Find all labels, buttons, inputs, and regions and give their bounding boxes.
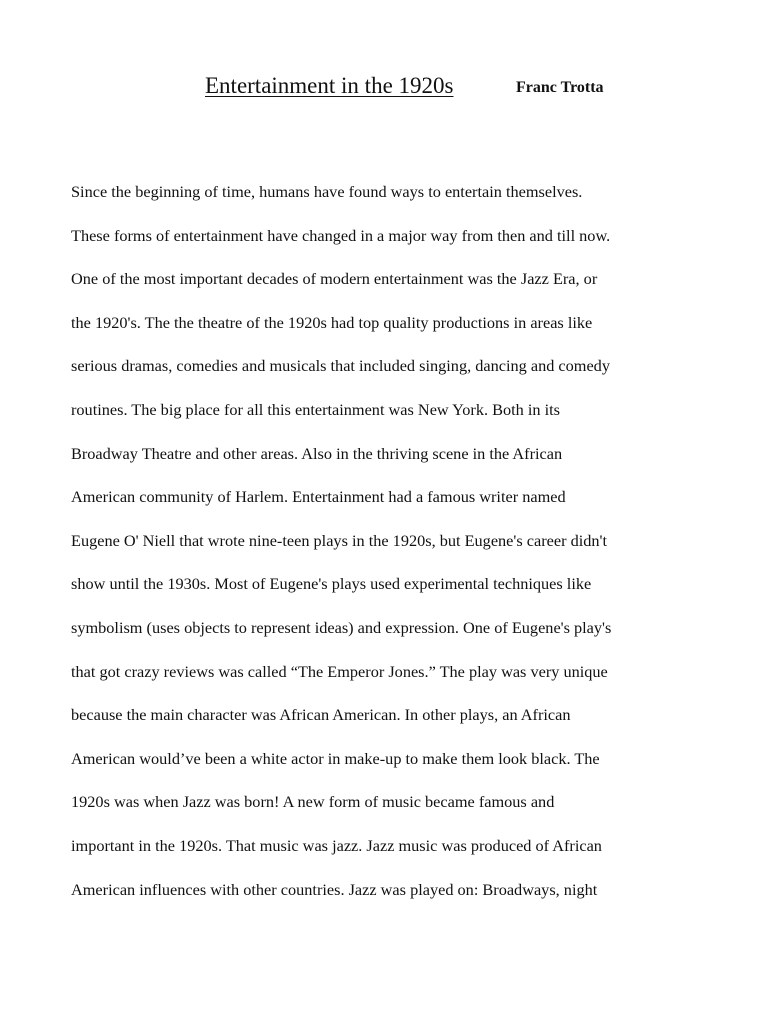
text-line: serious dramas, comedies and musicals that included singing, dancing and comedy — [71, 356, 610, 376]
text-line: Since the beginning of time, humans have found ways to entertain themselves. — [71, 182, 583, 201]
text-line: symbolism (uses objects to represent ideas) and expression. One of Eugene's play's — [71, 617, 612, 637]
text-line: show until the 1930s. Most of Eugene's plays used experimental techniques like — [71, 574, 592, 594]
text-line: routines. The big place for all this entertainment was New York. Both in its — [71, 399, 560, 419]
text-line: because the main character was African American. In other plays, an African — [71, 705, 571, 725]
text-line: Eugene O' Niell that wrote nine-teen plays in the 1920s, but Eugene's career didn't — [71, 530, 607, 550]
text-line: American community of Harlem. Entertainment had a famous writer named — [71, 487, 566, 507]
text-line: These forms of entertainment have changed in a major way from then and till now. — [71, 225, 611, 245]
document-author: Franc Trotta — [516, 79, 604, 96]
document-title: Entertainment in the 1920s — [205, 73, 454, 98]
text-line: that got crazy reviews was called “The Emperor Jones.” The play was very unique — [71, 661, 608, 681]
text-line: American would’ve been a white actor in make-up to make them look black. The — [71, 748, 600, 768]
text-line: important in the 1920s. That music was jazz. Jazz music was produced of African — [71, 835, 602, 855]
text-line: the 1920's. The the theatre of the 1920s had top quality productions in areas like — [71, 312, 593, 332]
body-paragraph — [71, 178, 711, 919]
text-line: American influences with other countries. Jazz was played on: Broadways, night — [71, 879, 598, 899]
text-line: One of the most important decades of modern entertainment was the Jazz Era, or — [71, 269, 598, 289]
text-line: 1920s was when Jazz was born! A new form of music became famous and — [71, 792, 555, 812]
text-line: Broadway Theatre and other areas. Also in the thriving scene in the African — [71, 443, 563, 463]
